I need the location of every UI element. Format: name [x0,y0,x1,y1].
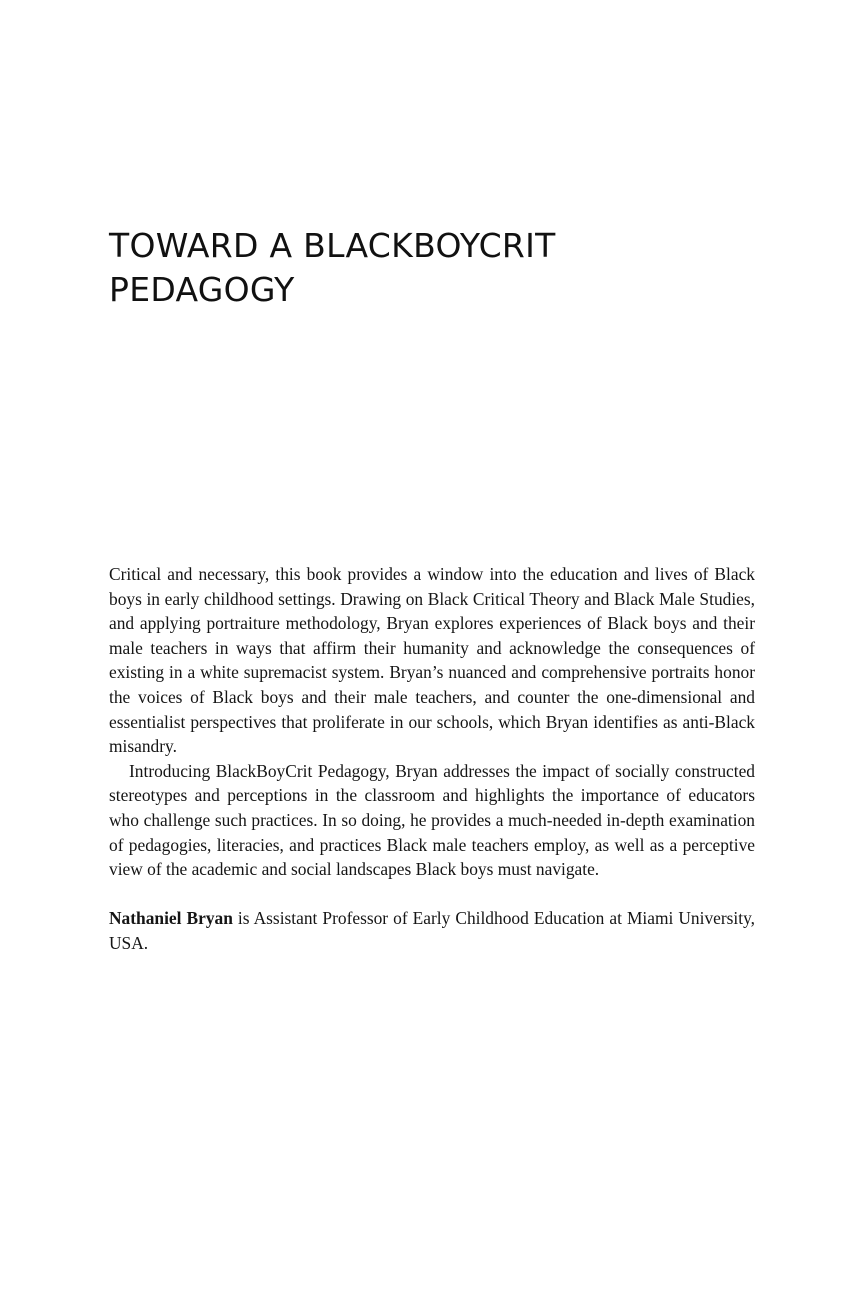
book-title [109,224,669,312]
description-paragraph-2: Introducing BlackBoyCrit Pedagogy, Bryan addresses the impact of socially constructed stereotypes and perceptions in the classroom and highlights the importance of educators who challenge such practices. In so doing, he provides a much-needed in-depth examination of pedagogies, literacies, and practices Black male teachers employ, as well as a perceptive view of the academic and social landscapes Black boys must navigate. [109,760,755,880]
author-bio-text: is Assistant Professor of Early Childhood Education at Miami University, USA. [109,908,755,953]
author-name: Nathaniel Bryan [109,908,233,929]
book-description [109,562,755,956]
book-title-line-1: TOWARD A BLACKBOYCRIT [109,226,556,265]
description-paragraph-1: Critical and necessary, this book provides a window into the education and lives of Black boys in early childhood settings. Drawing on Black Critical Theory and Black Male Studies, and applying portraiture methodology, Bryan explores experiences of Black boys and their male teachers in ways that affirm their humanity and acknowledge the consequences of existing in a white supremacist system. Bryan’s nuanced and comprehensive portraits honor the voices of Black boys and their male teachers, and counter the one-dimensional and essentialist perspectives that proliferate in our schools, which Bryan identifies as anti-Black misandry. [109,564,755,757]
author-bio [109,906,755,955]
book-title-line-2: PEDAGOGY [109,270,295,309]
